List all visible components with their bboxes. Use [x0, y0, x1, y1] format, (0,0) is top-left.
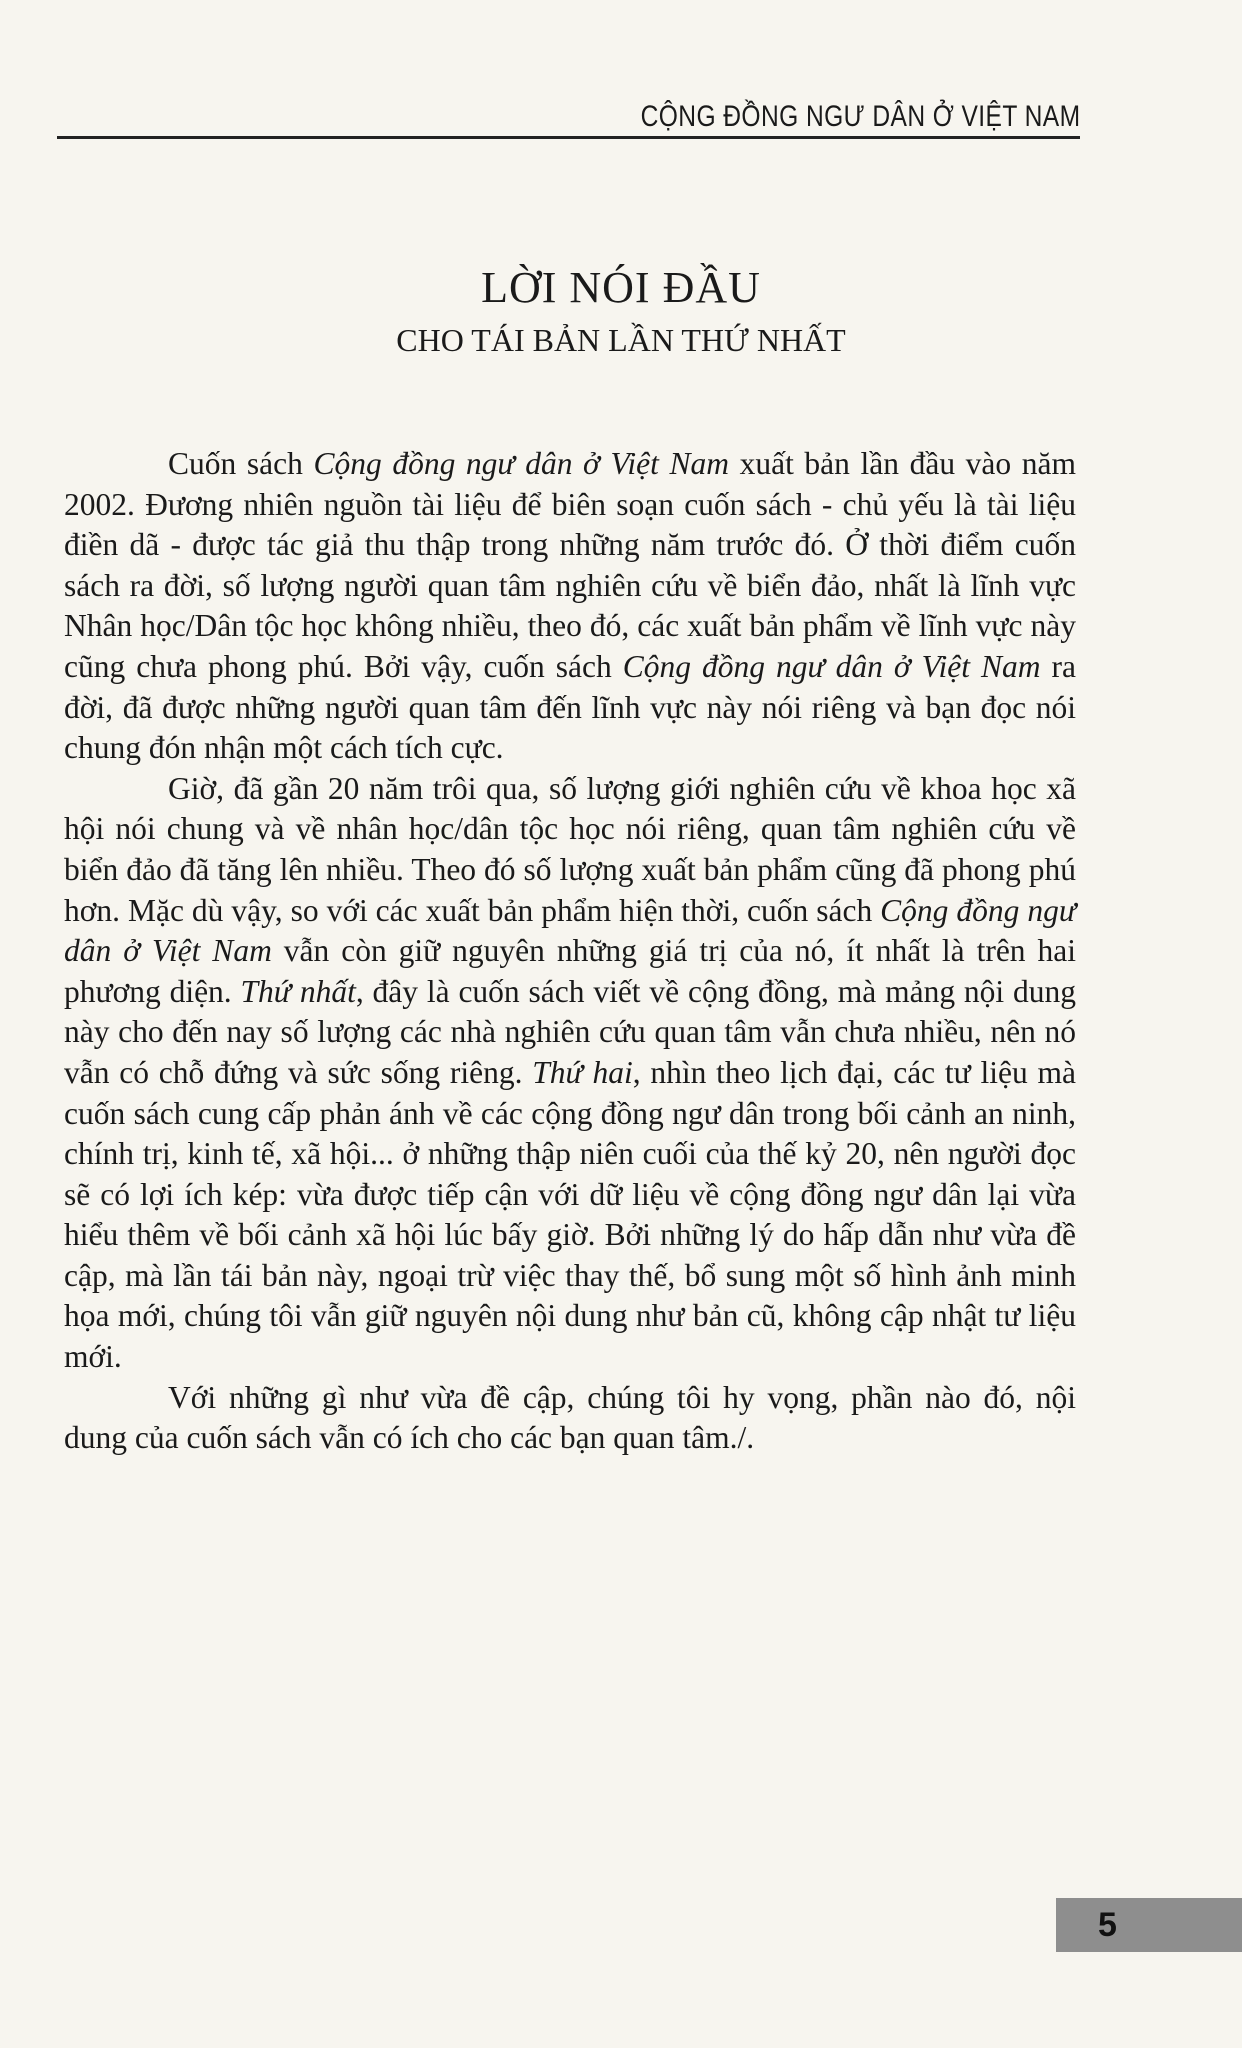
- page-number-tab: [1056, 1898, 1242, 1952]
- emphasis-second: Thứ hai: [532, 1054, 633, 1090]
- book-title: Cộng đồng ngư dân ở Việt Nam: [622, 648, 1041, 684]
- running-header-title: CỘNG ĐỒNG NGƯ DÂN Ở VIỆT NAM: [640, 100, 1080, 133]
- body-text: [64, 444, 1076, 1459]
- book-title: Cộng đồng ngư dân ở Việt Nam: [64, 892, 1076, 969]
- book-title: Cộng đồng ngư dân ở Việt Nam: [313, 446, 729, 481]
- running-header: [57, 96, 1080, 139]
- paragraph-3: Với những gì như vừa đề cập, chúng tôi hy vọng, phần nào đó, nội dung của cuốn sách vẫn có ích cho các bạn quan tâm./.: [64, 1379, 1076, 1456]
- page-title: LỜI NÓI ĐẦU: [481, 263, 761, 312]
- paragraph-2: Giờ, đã gần 20 năm trôi qua, số lượng giới nghiên cứu về khoa học xã hội nói chung và về nhân học/dân tộc học nói riêng, quan tâm nghiên cứu về biển đảo đã tăng lên nhiều. Theo đó số lượng xuất bản phẩm cũng đã phong phú hơn. Mặc dù vậy, so với các xuất bản phẩm hiện thời, cuốn sách Cộng đồng ngư dân ở Việt Nam vẫn còn giữ nguyên những giá trị của nó, ít nhất là trên hai phương diện. Thứ nhất, đây là cuốn sách viết về cộng đồng, mà mảng nội dung này cho đến nay số lượng các nhà nghiên cứu quan tâm vẫn chưa nhiều, nên nó vẫn có chỗ đứng và sức sống riêng. Thứ hai, nhìn theo lịch đại, các tư liệu mà cuốn sách cung cấp phản ánh về các cộng đồng ngư dân trong bối cảnh an ninh, chính trị, kinh tế, xã hội... ở những thập niên cuối của thế kỷ 20, nên người đọc sẽ có lợi ích kép: vừa được tiếp cận với dữ liệu về cộng đồng ngư dân lại vừa hiểu thêm về bối cảnh xã hội lúc bấy giờ. Bởi những lý do hấp dẫn như vừa đề cập, mà lần tái bản này, ngoại trừ việc thay thế, bổ sung một số hình ảnh minh họa mới, chúng tôi vẫn giữ nguyên nội dung như bản cũ, không cập nhật tư liệu mới.: [64, 770, 1076, 1375]
- page-subtitle: CHO TÁI BẢN LẦN THỨ NHẤT: [396, 322, 846, 358]
- paragraph-1: Cuốn sách Cộng đồng ngư dân ở Việt Nam xuất bản lần đầu vào năm 2002. Đương nhiên nguồn tài liệu để biên soạn cuốn sách - chủ yếu là tài liệu điền dã - được tác giả thu thập trong những năm trước đó. Ở thời điểm cuốn sách ra đời, số lượng người quan tâm nghiên cứu về biển đảo, nhất là lĩnh vực Nhân học/Dân tộc học không nhiều, theo đó, các xuất bản phẩm về lĩnh vực này cũng chưa phong phú. Bởi vậy, cuốn sách Cộng đồng ngư dân ở Việt Nam ra đời, đã được những người quan tâm đến lĩnh vực này nói riêng và bạn đọc nói chung đón nhận một cách tích cực.: [64, 446, 1076, 766]
- page-number: 5: [1098, 1906, 1117, 1944]
- emphasis-first: Thứ nhất: [240, 973, 356, 1009]
